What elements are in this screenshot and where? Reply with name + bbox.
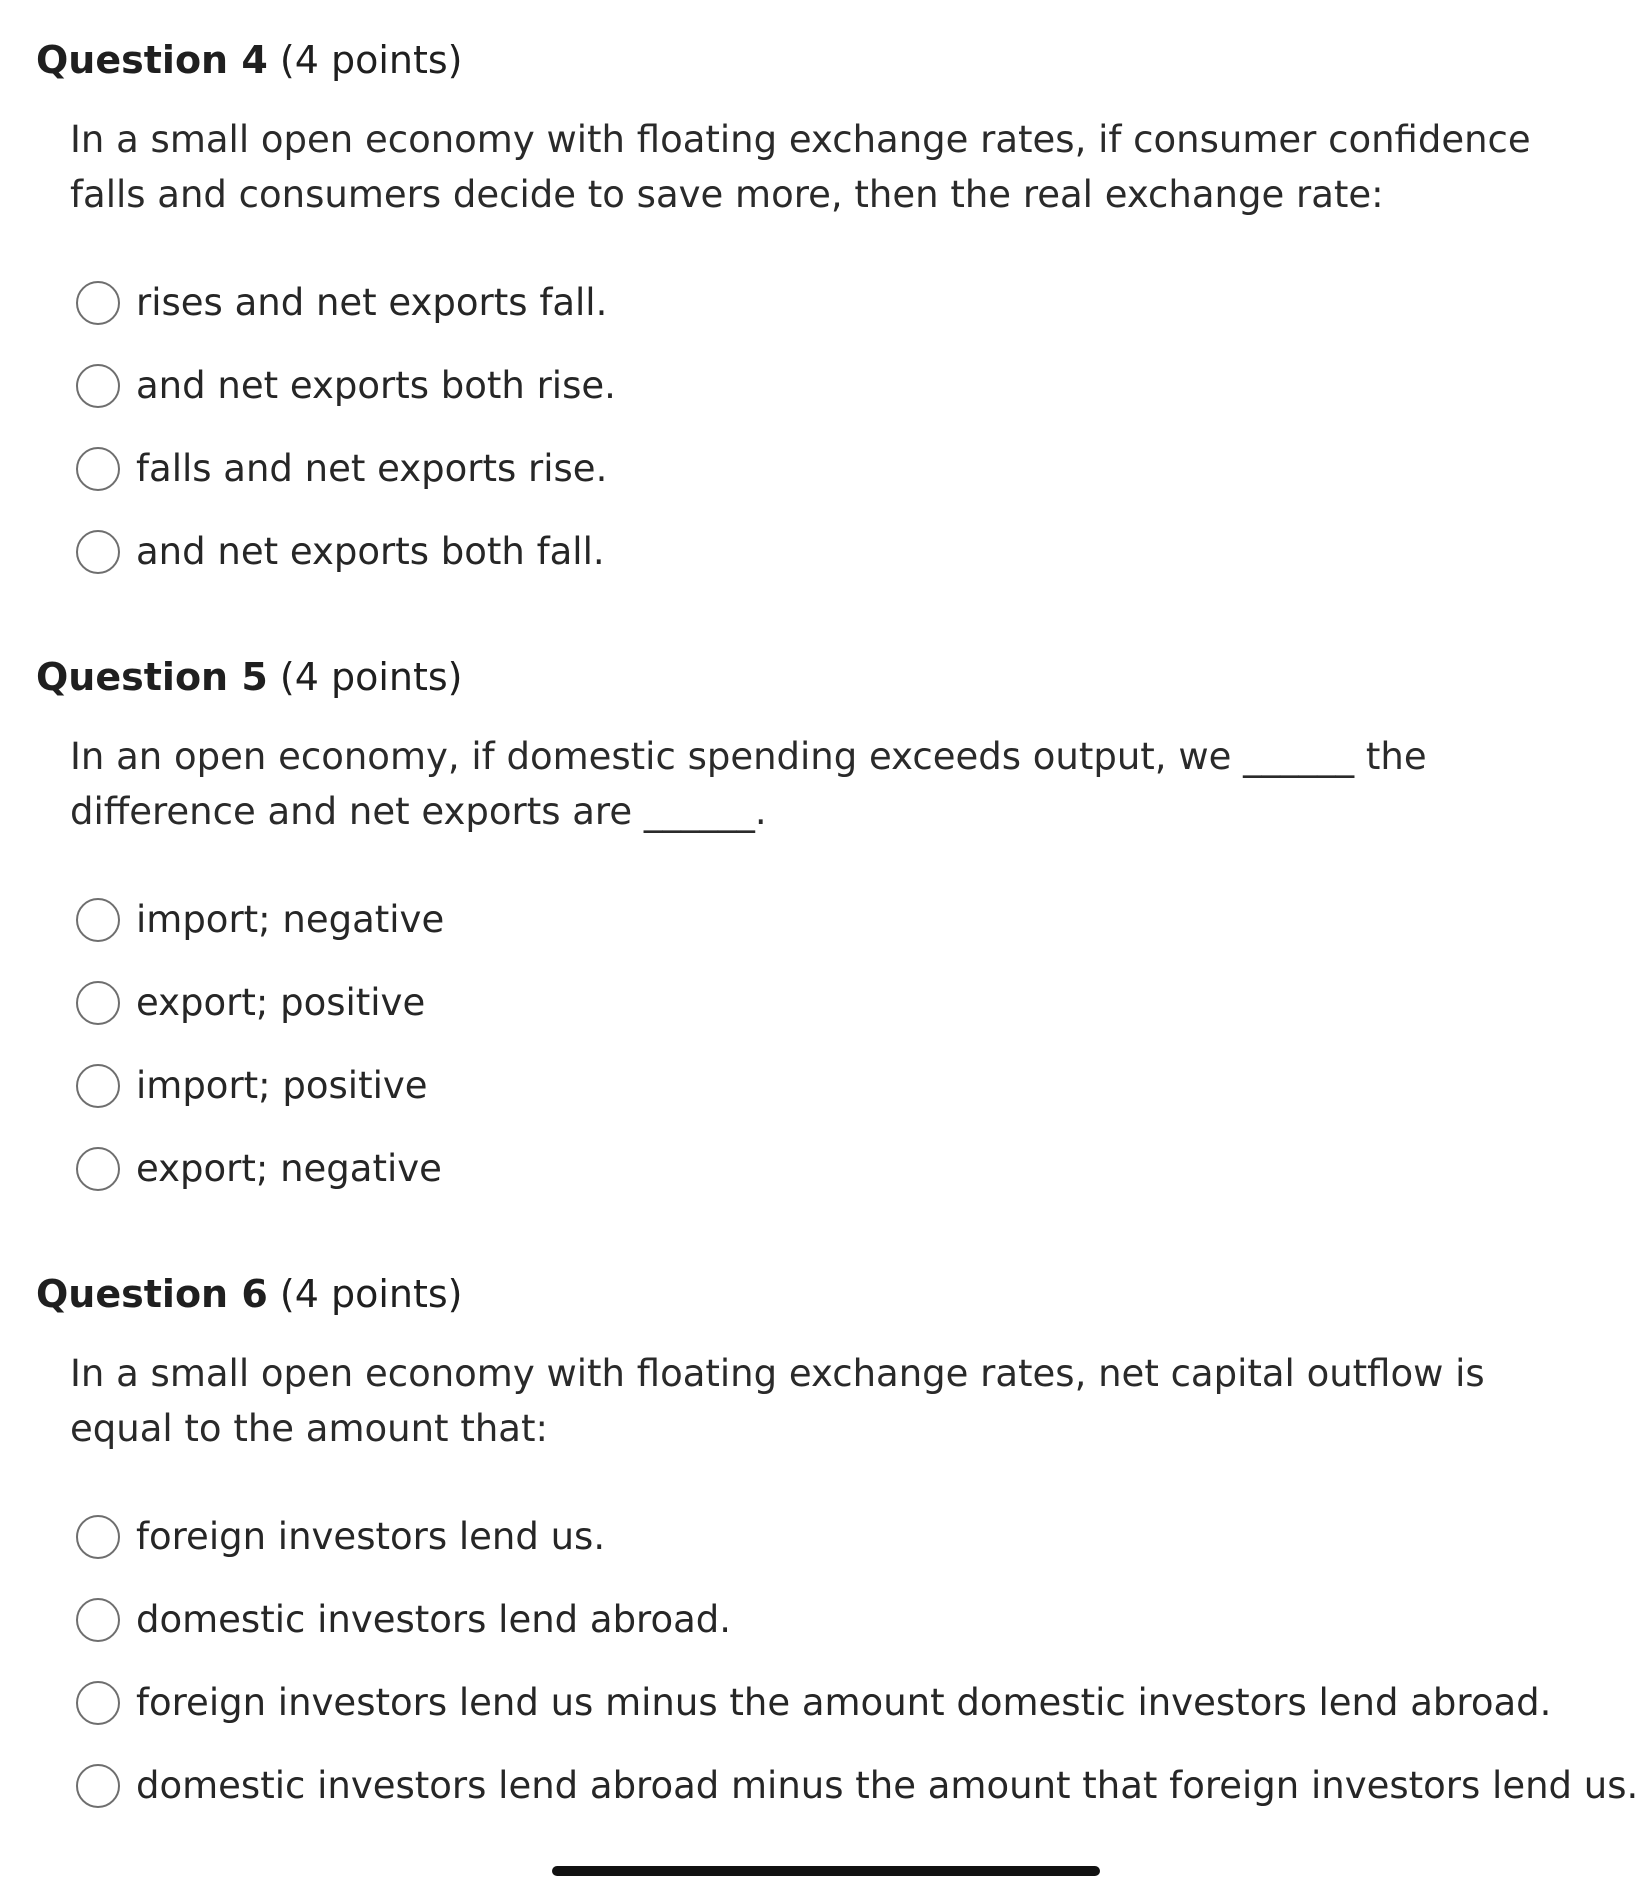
option-label[interactable]: export; positive (136, 981, 426, 1024)
answer-option[interactable] (76, 1510, 605, 1564)
option-label[interactable]: import; positive (136, 1064, 428, 1107)
question-title (36, 35, 463, 85)
answer-option[interactable] (76, 276, 607, 330)
radio-button[interactable] (76, 1764, 120, 1808)
answer-option[interactable] (76, 359, 616, 413)
option-label[interactable]: and net exports both fall. (136, 530, 605, 573)
answer-option[interactable] (76, 1142, 442, 1196)
answer-option[interactable] (76, 1593, 731, 1647)
option-label[interactable]: export; negative (136, 1147, 442, 1190)
radio-button[interactable] (76, 281, 120, 325)
question-title (36, 1269, 463, 1319)
option-label[interactable]: domestic investors lend abroad. (136, 1598, 732, 1641)
radio-button[interactable] (76, 1147, 120, 1191)
option-label[interactable]: domestic investors lend abroad minus the amount that foreign investors lend us. (136, 1764, 1639, 1807)
option-label[interactable]: and net exports both rise. (136, 364, 616, 407)
question-points: (4 points) (279, 655, 463, 699)
radio-button[interactable] (76, 530, 120, 574)
question-label: Question 4 (36, 38, 268, 82)
radio-button[interactable] (76, 898, 120, 942)
question-text: In an open economy, if domestic spending exceeds output, we ______ the difference and net exports are ______. (70, 735, 1427, 833)
radio-button[interactable] (76, 1681, 120, 1725)
question-points: (4 points) (279, 1272, 463, 1316)
radio-button[interactable] (76, 1515, 120, 1559)
answer-option[interactable] (76, 893, 444, 947)
radio-button[interactable] (76, 364, 120, 408)
answer-option[interactable] (76, 442, 607, 496)
radio-button[interactable] (76, 1064, 120, 1108)
question-title (36, 652, 463, 702)
answer-option[interactable] (76, 1059, 428, 1113)
question-text: In a small open economy with floating exchange rates, if consumer confidence falls and consumers decide to save more, then the real exchange rate: (70, 118, 1531, 216)
radio-button[interactable] (76, 447, 120, 491)
option-label[interactable]: import; negative (136, 898, 445, 941)
option-label[interactable]: foreign investors lend us. (136, 1515, 606, 1558)
question-points: (4 points) (279, 38, 463, 82)
answer-option[interactable] (76, 976, 425, 1030)
question-label: Question 6 (36, 1272, 268, 1316)
option-label[interactable]: falls and net exports rise. (136, 447, 608, 490)
answer-option[interactable] (76, 1759, 1638, 1813)
radio-button[interactable] (76, 981, 120, 1025)
answer-option[interactable] (76, 525, 605, 579)
home-indicator-bar[interactable] (552, 1866, 1100, 1876)
option-label[interactable]: rises and net exports fall. (136, 281, 608, 324)
answer-option[interactable] (76, 1676, 1551, 1730)
question-text: In a small open economy with floating exchange rates, net capital outflow is equal to the amount that: (70, 1352, 1485, 1450)
radio-button[interactable] (76, 1598, 120, 1642)
option-label[interactable]: foreign investors lend us minus the amount domestic investors lend abroad. (136, 1681, 1552, 1724)
question-label: Question 5 (36, 655, 268, 699)
